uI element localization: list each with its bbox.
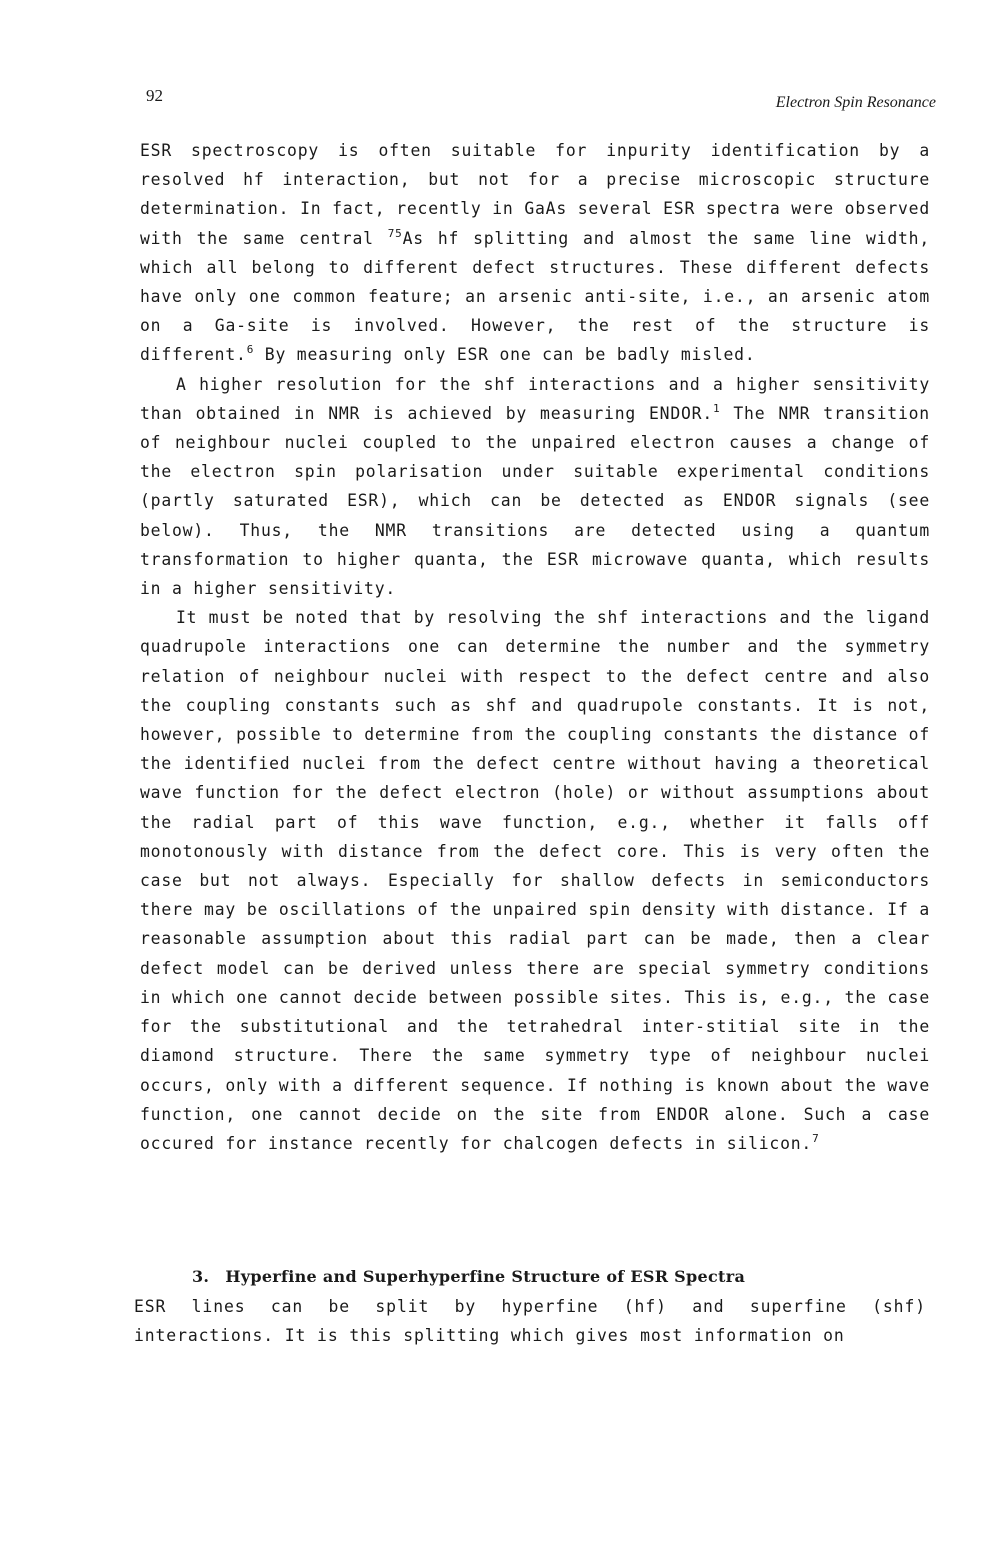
paragraph-2-text-a: A higher resolution for the shf interactions and a higher sensitivity than obtained in NMR is achieved by measuring ENDOR. — [140, 374, 930, 423]
footnote-ref-1: 1 — [713, 401, 721, 415]
paragraph-1 — [140, 136, 930, 370]
footnote-ref-75: 75 — [387, 226, 403, 240]
paragraph-2 — [140, 370, 930, 604]
paragraph-4: ESR lines can be split by hyperfine (hf) and superfine (shf) interactions. It is this splitting which gives most information on — [134, 1297, 926, 1346]
paragraph-1-text-a: ESR spectroscopy is often suitable for inpurity identification by a resolved hf interaction, but not for a precise microscopic structure determination. In fact, recently in GaAs several ESR spectra were observed with the same central — [140, 141, 930, 248]
body-text — [140, 136, 930, 1158]
paragraph-3 — [140, 603, 930, 1158]
paragraph-1-text-b: As hf splitting and almost the same line width, which all belong to different defect structures. These different defects have only one common feature; an arsenic anti-site, i.e., an arsenic atom on a Ga-site is involved. However, the rest of the structure is different. — [140, 228, 930, 365]
paragraph-3-text: It must be noted that by resolving the shf interactions and the ligand quadrupole interactions one can determine the number and the symmetry relation of neighbour nuclei with respect to the defect centre and also the coupling constants such as shf and quadrupole constants. It is not, however, possible to determine from the coupling constants the distance of the identified nuclei from the defect centre without having a theoretical wave function for the defect electron (hole) or without assumptions about the radial part of this wave function, e.g., whether it falls off monotonously with distance from the defect core. This is very often the case but not always. Especially for shallow defects in semiconductors there may be oscillations of the unpaired spin density with distance. If a reasonable assumption about this radial part can be made, then a clear defect model can be derived unless there are special symmetry conditions in which one cannot decide between possible sites. This is, e.g., the case for the substitutional and the tetrahedral inter-stitial site in the diamond structure. There the same symmetry type of neighbour nuclei occurs, only with a different sequence. If nothing is known about the wave function, one cannot decide on the site from ENDOR alone. Such a case occured for instance recently for chalcogen defects in silicon. — [140, 608, 930, 1153]
section-title: Hyperfine and Superhyperfine Structure of ESR Spectra — [225, 1267, 746, 1286]
running-title: Electron Spin Resonance — [775, 94, 936, 111]
section-body — [134, 1292, 926, 1350]
section-number: 3. — [192, 1267, 210, 1286]
paragraph-2-text-b: The NMR transition of neighbour nuclei coupled to the unpaired electron causes a change of the electron spin polarisation under suitable experimental conditions (partly saturated ESR), which can be detected as ENDOR signals (see below). Thus, the NMR transitions are detected using a quantum transformation to higher quanta, the ESR microwave quanta, which results in a higher sensitivity. — [140, 403, 930, 599]
footnote-ref-7: 7 — [812, 1131, 820, 1145]
paragraph-1-text-c: By measuring only ESR one can be badly misled. — [254, 345, 756, 365]
footnote-ref-6: 6 — [246, 343, 255, 357]
section-heading — [192, 1267, 745, 1286]
page-number: 92 — [146, 86, 163, 105]
